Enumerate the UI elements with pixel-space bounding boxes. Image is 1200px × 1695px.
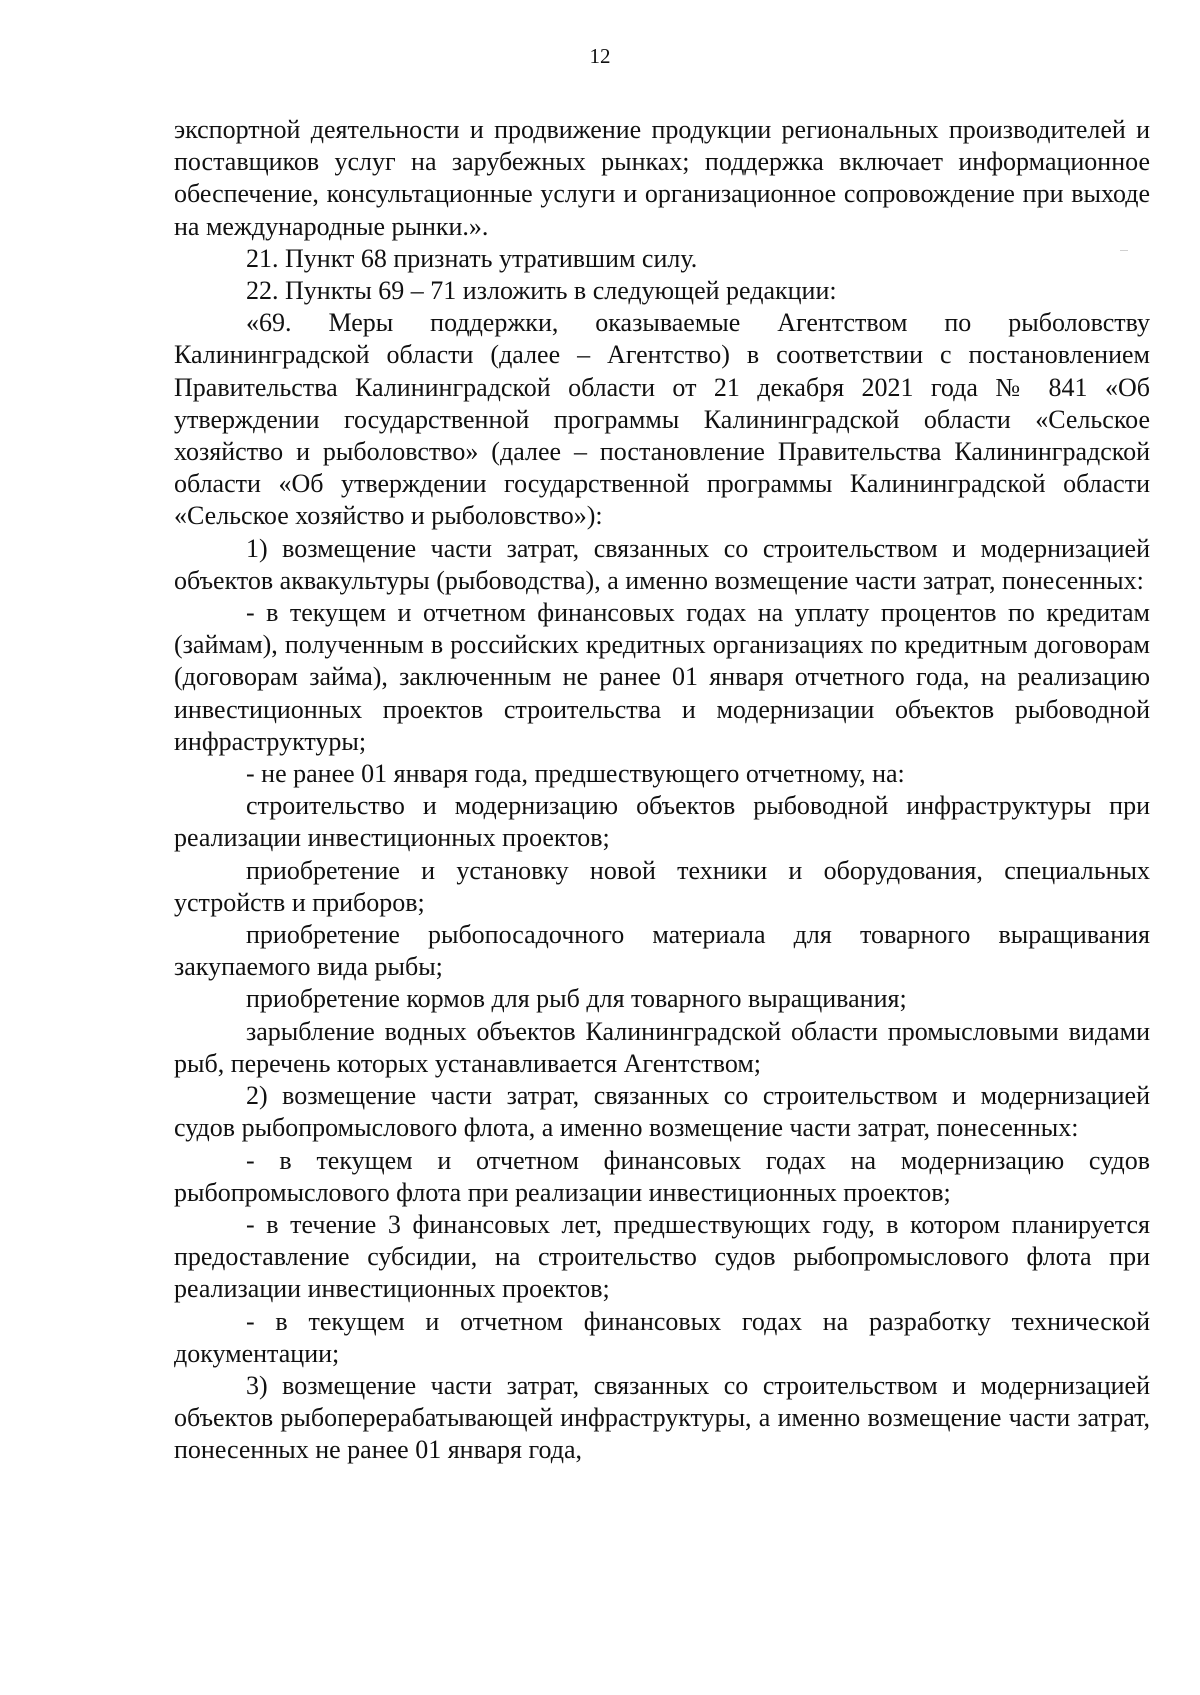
paragraph-2: 21. Пункт 68 признать утратившим силу.	[246, 243, 698, 273]
paragraph-13: 2) возмещение части затрат, связанных со строительством и модернизацией судов рыбопромыслового флота, а именно возмещение части затрат, понесенных:	[174, 1081, 1150, 1143]
paragraph-15: - в течение 3 финансовых лет, предшествующих году, в котором планируется предоставление субсидии, на строительство судов рыбопромыслового флота при реализации инвестиционных проектов;	[174, 1209, 1150, 1304]
paragraph-11: приобретение кормов для рыб для товарного выращивания;	[246, 984, 907, 1014]
paragraph-10: приобретение рыбопосадочного материала для товарного выращивания закупаемого вида рыбы;	[174, 920, 1150, 982]
scan-mark	[1120, 250, 1128, 251]
page-number: 12	[589, 44, 611, 68]
paragraph-5: 1) возмещение части затрат, связанных со строительством и модернизацией объектов аквакультуры (рыбоводства), а именно возмещение части затрат, понесенных:	[174, 533, 1150, 595]
paragraph-12: зарыбление водных объектов Калининградской области промысловыми видами рыб, перечень которых устанавливается Агентством;	[174, 1016, 1150, 1078]
paragraph-7: - не ранее 01 января года, предшествующего отчетному, на:	[246, 759, 905, 789]
paragraph-16: - в текущем и отчетном финансовых годах на разработку технической документации;	[174, 1306, 1150, 1368]
document-body	[174, 114, 1150, 1467]
paragraph-9: приобретение и установку новой техники и оборудования, специальных устройств и приборов;	[174, 855, 1150, 917]
paragraph-1: экспортной деятельности и продвижение продукции региональных производителей и поставщиков услуг на зарубежных рынках; поддержка включает информационное обеспечение, консультационные услуги и организационное сопровождение при выходе на международные рынки.».	[174, 115, 1150, 241]
paragraph-3: 22. Пункты 69 – 71 изложить в следующей редакции:	[246, 276, 837, 306]
paragraph-14: - в текущем и отчетном финансовых годах на модернизацию судов рыбопромыслового флота при реализации инвестиционных проектов;	[174, 1145, 1150, 1207]
paragraph-4: «69. Меры поддержки, оказываемые Агентством по рыболовству Калининградской области (далее – Агентство) в соответствии с постановлением Правительства Калининградской области от 21 декабря 2021 года № 841 «Об утверждении государственной программы Калининградской области «Сельское хозяйство и рыболовство» (далее – постановление Правительства Калининградской области «Об утверждении государственной программы Калининградской области «Сельское хозяйство и рыболовство»):	[174, 308, 1150, 531]
paragraph-6: - в текущем и отчетном финансовых годах на уплату процентов по кредитам (займам), полученным в российских кредитных организациях по кредитным договорам (договорам займа), заключенным не ранее 01 января отчетного года, на реализацию инвестиционных проектов строительства и модернизации объектов рыбоводной инфраструктуры;	[174, 598, 1150, 756]
paragraph-8: строительство и модернизацию объектов рыбоводной инфраструктуры при реализации инвестиционных проектов;	[174, 791, 1150, 853]
paragraph-17: 3) возмещение части затрат, связанных со строительством и модернизацией объектов рыбоперерабатывающей инфраструктуры, а именно возмещение части затрат, понесенных не ранее 01 января года,	[174, 1370, 1150, 1465]
